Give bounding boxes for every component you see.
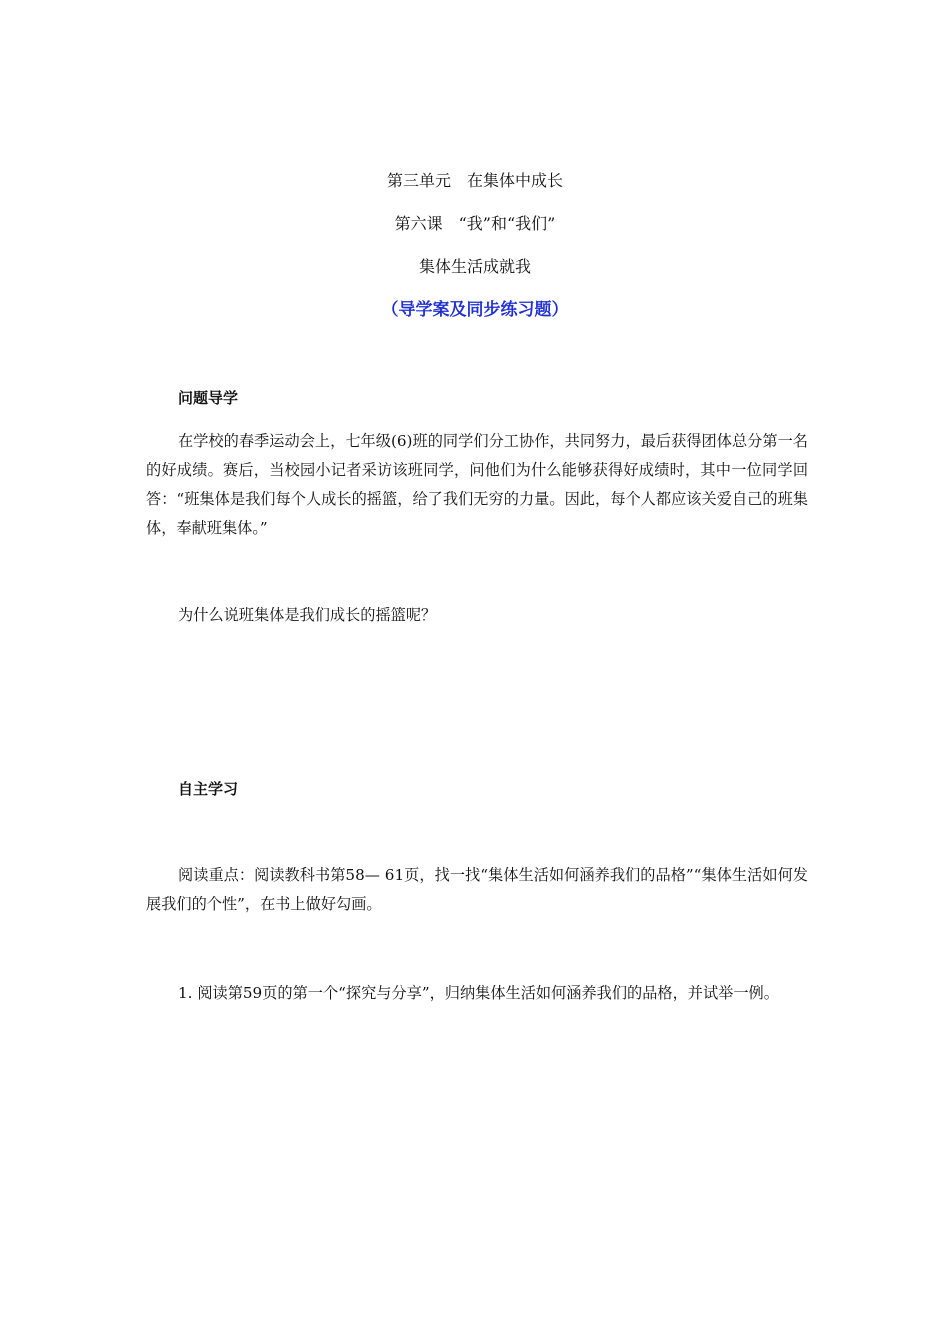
lesson-title: 第六课 “我”和“我们”	[394, 214, 556, 233]
section-title: 集体生活成就我	[418, 257, 531, 276]
worksheet-subtitle: （导学案及同步练习题）	[381, 300, 569, 320]
self-study-heading: 自主学习	[178, 780, 239, 798]
guide-question: 为什么说班集体是我们成长的摇篮呢？	[178, 606, 437, 624]
scenario-paragraph: 在学校的春季运动会上，七年级(6)班的同学们分工协作，共同努力，最后获得团体总分第一名的好成绩。赛后，当校园小记者采访该班同学，问他们为什么能够获得好成绩时，其中一位同学回答：“班集体是我们每个人成长的摇篮，给了我们无穷的力量。因此，每个人都应该关爱自己的班集体，奉献班集体。”	[146, 432, 808, 537]
problem-guide-heading: 问题导学	[178, 389, 239, 407]
unit-title: 第三单元 在集体中成长	[386, 171, 563, 190]
reading-focus-paragraph: 阅读重点：阅读教科书第58— 61页，找一找“集体生活如何涵养我们的品格”“集体生活如何发展我们的个性”，在书上做好勾画。	[146, 866, 808, 913]
task-1-paragraph: 1. 阅读第59页的第一个“探究与分享”，归纳集体生活如何涵养我们的品格，并试举一例。	[178, 984, 779, 1002]
